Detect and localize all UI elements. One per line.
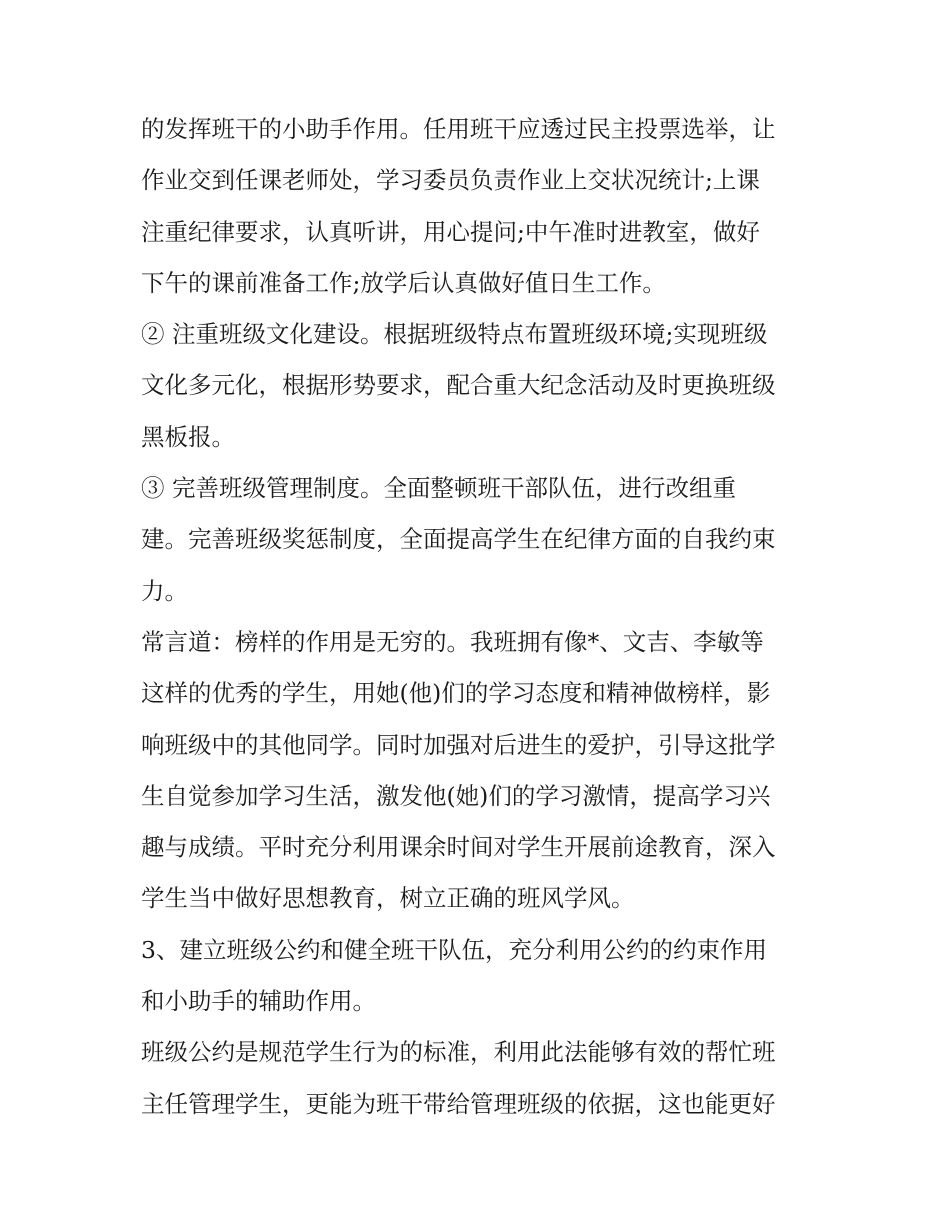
text-line: 文化多元化，根据形势要求，配合重大纪念活动及时更换班级 <box>141 371 776 400</box>
text-line: 生自觉参加学习生活，激发他(她)们的学习激情，提高学习兴 <box>141 781 771 810</box>
text-line: 的发挥班干的小助手作用。任用班干应透过民主投票选举，让 <box>141 115 776 143</box>
text-line: 黑板报。 <box>141 422 235 451</box>
text-line: 趣与成绩。平时充分利用课余时间对学生开展前途教育，深入 <box>141 833 776 862</box>
text-line: 作业交到任课老师处，学习委员负责作业上交状况统计;上课 <box>141 166 760 195</box>
text-line: 下午的课前准备工作;放学后认真做好值日生工作。 <box>141 268 666 297</box>
body-text <box>141 104 821 1130</box>
text-line: 建。完善班级奖惩制度，全面提高学生在纪律方面的自我约束 <box>141 525 776 554</box>
text-line: ② 注重班级文化建设。根据班级特点布置班级环境;实现班级 <box>141 320 768 349</box>
text-line: ③ 完善班级管理制度。全面整顿班干部队伍，进行改组重 <box>141 474 736 503</box>
text-line: 常言道：榜样的作用是无穷的。我班拥有像*、文吉、李敏等 <box>141 627 764 656</box>
text-line: 学生当中做好思想教育，树立正确的班风学风。 <box>141 884 635 913</box>
text-line: 响班级中的其他同学。同时加强对后进生的爱护，引导这批学 <box>141 730 776 759</box>
text-line: 这样的优秀的学生，用她(他)们的学习态度和精神做榜样，影 <box>141 679 771 708</box>
text-line: 3、建立班级公约和健全班干队伍，充分利用公约的约束作用 <box>141 935 767 964</box>
text-line: 注重纪律要求，认真听讲，用心提问;中午准时进教室，做好 <box>141 217 760 246</box>
text-line: 和小助手的辅助作用。 <box>141 987 376 1016</box>
text-line: 力。 <box>141 576 188 605</box>
text-line: 班级公约是规范学生行为的标准，利用此法能够有效的帮忙班 <box>141 1038 776 1067</box>
text-line: 主任管理学生，更能为班干带给管理班级的依据，这也能更好 <box>141 1089 776 1118</box>
